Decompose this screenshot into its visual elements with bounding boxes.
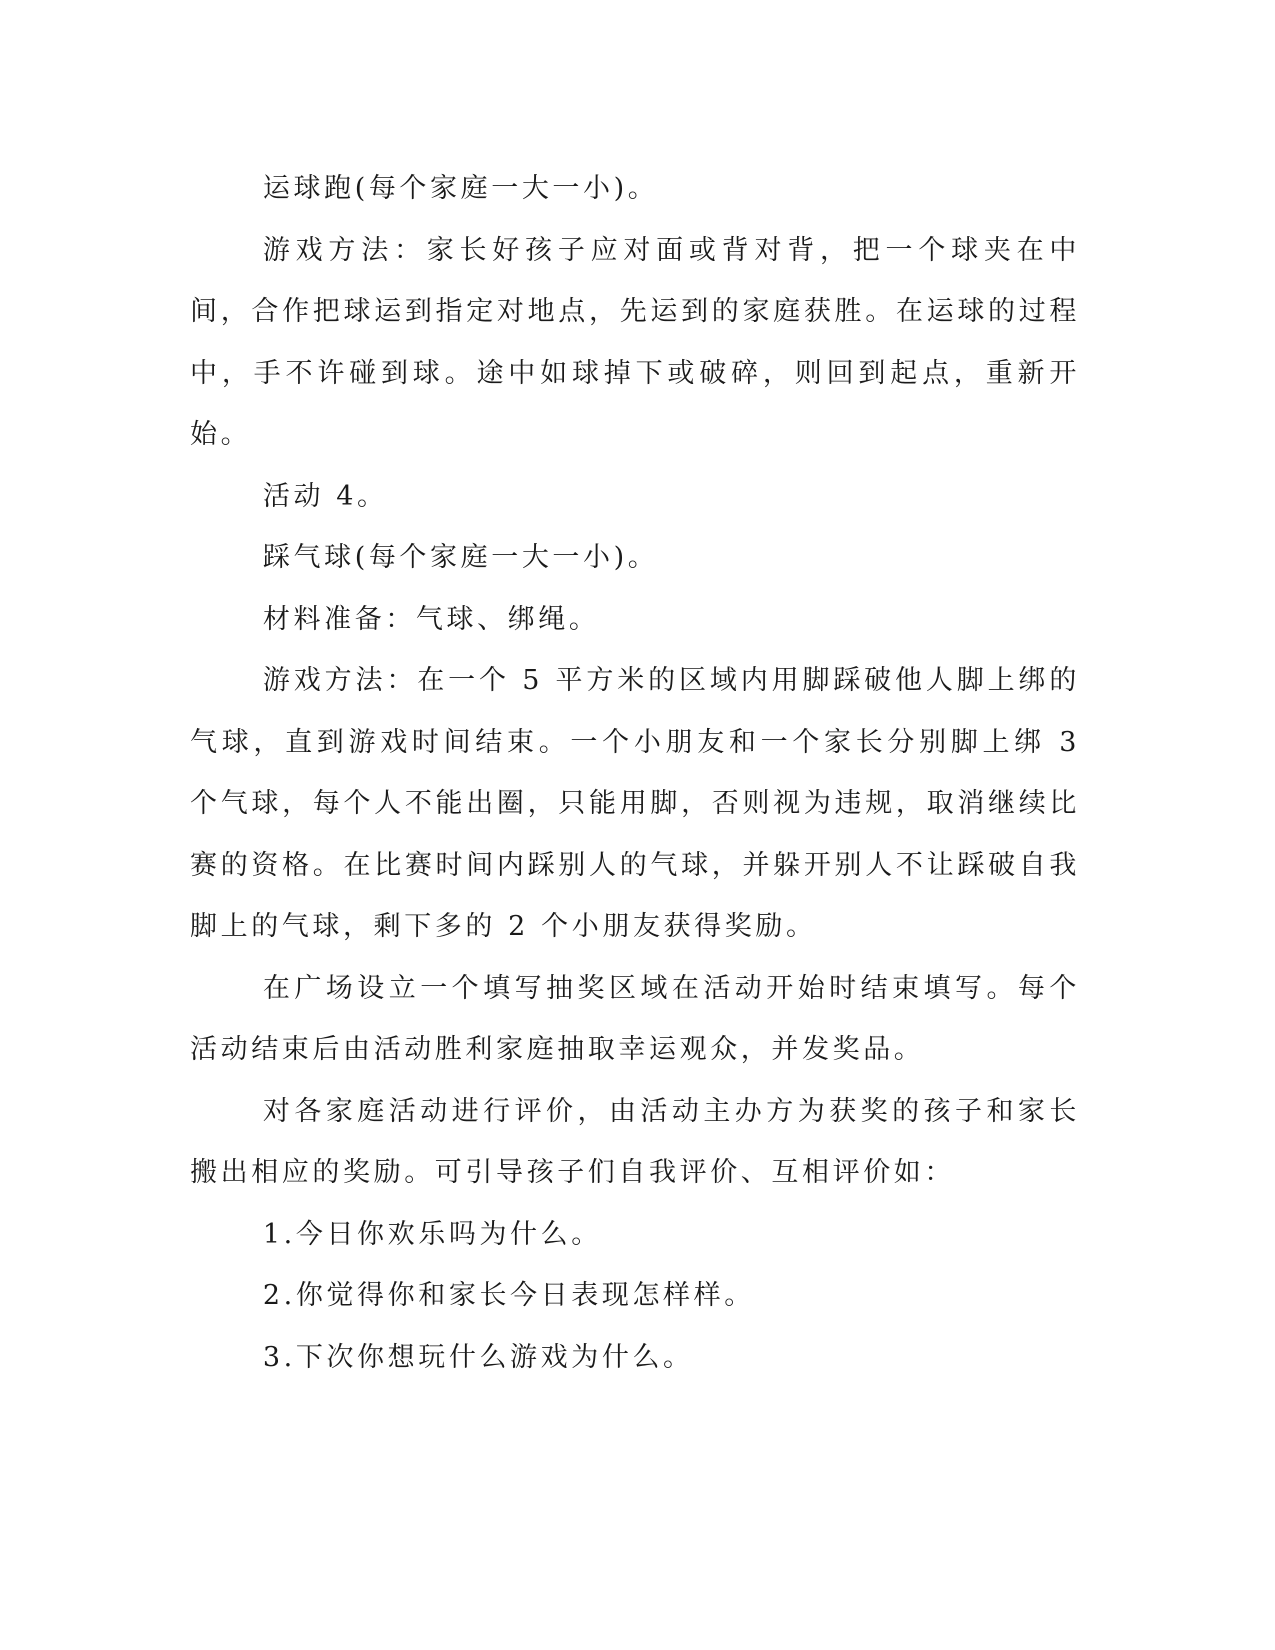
paragraph-question-1: 1.今日你欢乐吗为什么。 — [262, 1218, 602, 1250]
paragraph-materials: 材料准备：气球、绑绳。 — [262, 603, 600, 635]
paragraph-balloon-rules: 游戏方法：在一个 5 平方米的区域内用脚踩破他人脚上绑的气球，直到游戏时间结束。一个小朋友和一个家长分别脚上绑 3 个气球，每个人不能出圈，只能用脚，否则视为违规，取消继续比赛的资格。在比赛时间内踩别人的气球，并躲开别人不让踩破自我脚上的气球，剩下多的 2 个小朋友获得奖励。 — [190, 665, 1080, 942]
paragraph-heading-dribble-run: 运球跑(每个家庭一大一小)。 — [262, 173, 659, 204]
paragraph-question-3: 3.下次你想玩什么游戏为什么。 — [262, 1341, 694, 1373]
paragraph-heading-balloon-stomp: 踩气球(每个家庭一大一小)。 — [262, 542, 659, 573]
paragraph-activity-4: 活动 4。 — [262, 480, 388, 512]
paragraph-dribble-rules: 游戏方法：家长好孩子应对面或背对背，把一个球夹在中间，合作把球运到指定对地点，先运到的家庭获胜。在运球的过程中，手不许碰到球。途中如球掉下或破碎，则回到起点，重新开始。 — [190, 234, 1080, 450]
paragraph-evaluation: 对各家庭活动进行评价，由活动主办方为获奖的孩子和家长搬出相应的奖励。可引导孩子们自我评价、互相评价如： — [190, 1095, 1080, 1188]
paragraph-question-2: 2.你觉得你和家长今日表现怎样样。 — [262, 1280, 755, 1311]
paragraph-lottery: 在广场设立一个填写抽奖区域在活动开始时结束填写。每个活动结束后由活动胜利家庭抽取幸运观众，并发奖品。 — [190, 972, 1080, 1065]
document-body — [190, 158, 1080, 1388]
